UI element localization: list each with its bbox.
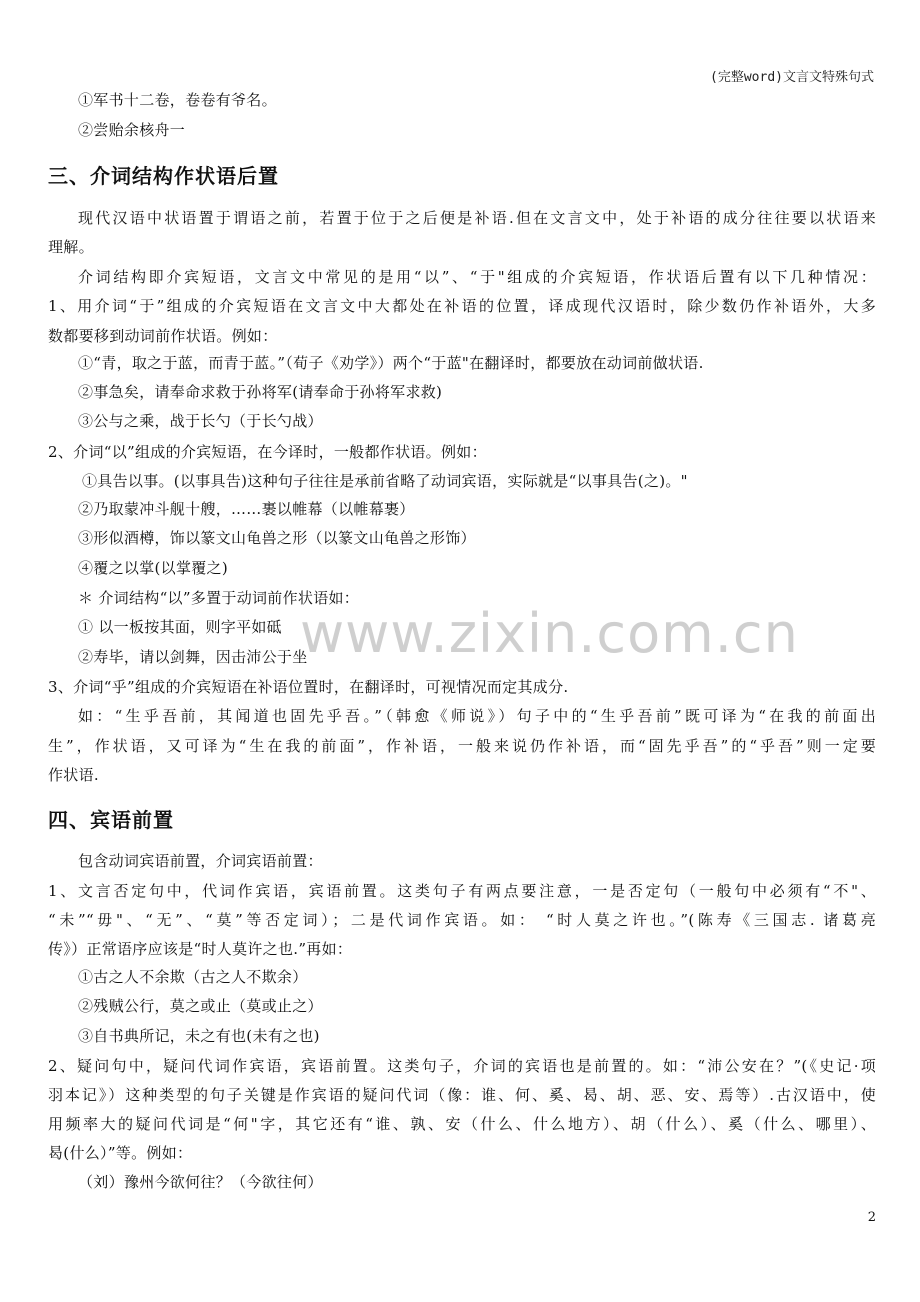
text-line: ②尝贻余核舟一 xyxy=(78,121,186,139)
text-line: （刘）豫州今欲何往？（今欲往何） xyxy=(78,1173,323,1191)
text-line: 羽本记》）这种类型的句子关键是作宾语的疑问代词（像：谁、何、奚、曷、胡、恶、安、焉等）.古汉语中，使 xyxy=(48,1086,876,1104)
watermark: www.zixin.com.cn xyxy=(300,602,799,665)
text-line: ＊ 介词结构“以”多置于动词前作状语如： xyxy=(78,589,360,607)
text-line: 传》）正常语序应该是“时人莫许之也.”再如： xyxy=(48,940,353,958)
text-line: ③形似酒樽，饰以篆文山龟兽之形（以篆文山龟兽之形饰） xyxy=(78,529,476,547)
text-line: 曷(什么）”等。例如： xyxy=(48,1144,193,1162)
text-line: ①具告以事。(以事具告)这种句子往往是承前省略了动词宾语，实际就是“以事具告(之)。" xyxy=(82,472,688,490)
text-line: ① 以一板按其面，则字平如砥 xyxy=(78,618,282,636)
text-line: 生”，作状语，又可译为“生在我的前面”，作补语，一般来说仍作补语，而“固先乎吾”的“乎吾”则一定要 xyxy=(48,737,876,755)
text-line: 数都要移到动词前作状语。例如： xyxy=(48,327,278,345)
section-heading-4: 四、宾语前置 xyxy=(48,808,174,832)
text-line: 2、疑问句中，疑问代词作宾语，宾语前置。这类句子，介词的宾语也是前置的。如：“沛公安在？”(《史记·项 xyxy=(48,1057,876,1075)
text-line: 现代汉语中状语置于谓语之前，若置于位于之后便是补语.但在文言文中，处于补语的成分往往要以状语来 xyxy=(78,209,876,227)
section-heading-3: 三、介词结构作状语后置 xyxy=(48,164,279,188)
text-line: 作状语. xyxy=(48,766,99,784)
text-line: ①军书十二卷，卷卷有爷名。 xyxy=(78,91,277,109)
page-header: (完整word)文言文特殊句式 xyxy=(710,70,874,85)
text-line: ②乃取蒙冲斗舰十艘，……裹以帷幕（以帷幕裹） xyxy=(78,500,415,518)
text-line: 用频率大的疑问代词是“何"字，其它还有“谁、孰、安（什么、什么地方）、胡（什么）、奚（什么、哪里）、 xyxy=(48,1115,876,1133)
text-line: ④覆之以掌(以掌覆之) xyxy=(78,559,229,577)
text-line: ①古之人不余欺（古之人不欺余） xyxy=(78,968,308,986)
text-line: 2、介词“以”组成的介宾短语，在今译时，一般都作状语。例如： xyxy=(48,443,487,461)
text-line: ②事急矣，请奉命求救于孙将军(请奉命于孙将军求救) xyxy=(78,383,443,401)
text-line: ②残贼公行，莫之或止（莫或止之） xyxy=(78,997,323,1015)
text-line: 3、介词“乎”组成的介宾短语在补语位置时，在翻译时，可视情况而定其成分. xyxy=(48,678,569,696)
text-line: 1、用介词“于”组成的介宾短语在文言文中大都处在补语的位置，译成现代汉语时，除少数仍作补语外，大多 xyxy=(48,297,876,315)
text-line: “未”“毋"、“无”、“莫”等否定词）；二是代词作宾语。如： “时人莫之许也。”(陈寿《三国志. 诸葛亮 xyxy=(48,911,876,929)
text-line: ③公与之乘，战于长勺（于长勺战） xyxy=(78,412,323,430)
text-line: 介词结构即介宾短语，文言文中常见的是用“以”、“于"组成的介宾短语，作状语后置有以下几种情况： xyxy=(78,268,876,286)
text-line: 理解。 xyxy=(48,238,94,256)
text-line: ②寿毕，请以剑舞，因击沛公于坐 xyxy=(78,648,308,666)
text-line: 包含动词宾语前置，介词宾语前置： xyxy=(78,852,323,870)
page-number: 2 xyxy=(867,1210,876,1225)
text-line: ①“青，取之于蓝，而青于蓝。”（荀子《劝学》）两个“于蓝"在翻译时，都要放在动词前做状语. xyxy=(78,354,704,372)
text-line: 1、文言否定句中，代词作宾语，宾语前置。这类句子有两点要注意，一是否定句（一般句中必须有“不"、 xyxy=(48,882,876,900)
text-line: 如：“生乎吾前，其闻道也固先乎吾。”（韩愈《师说》）句子中的“生乎吾前”既可译为“在我的前面出 xyxy=(78,707,876,725)
text-line: ③自书典所记，未之有也(未有之也) xyxy=(78,1027,320,1045)
